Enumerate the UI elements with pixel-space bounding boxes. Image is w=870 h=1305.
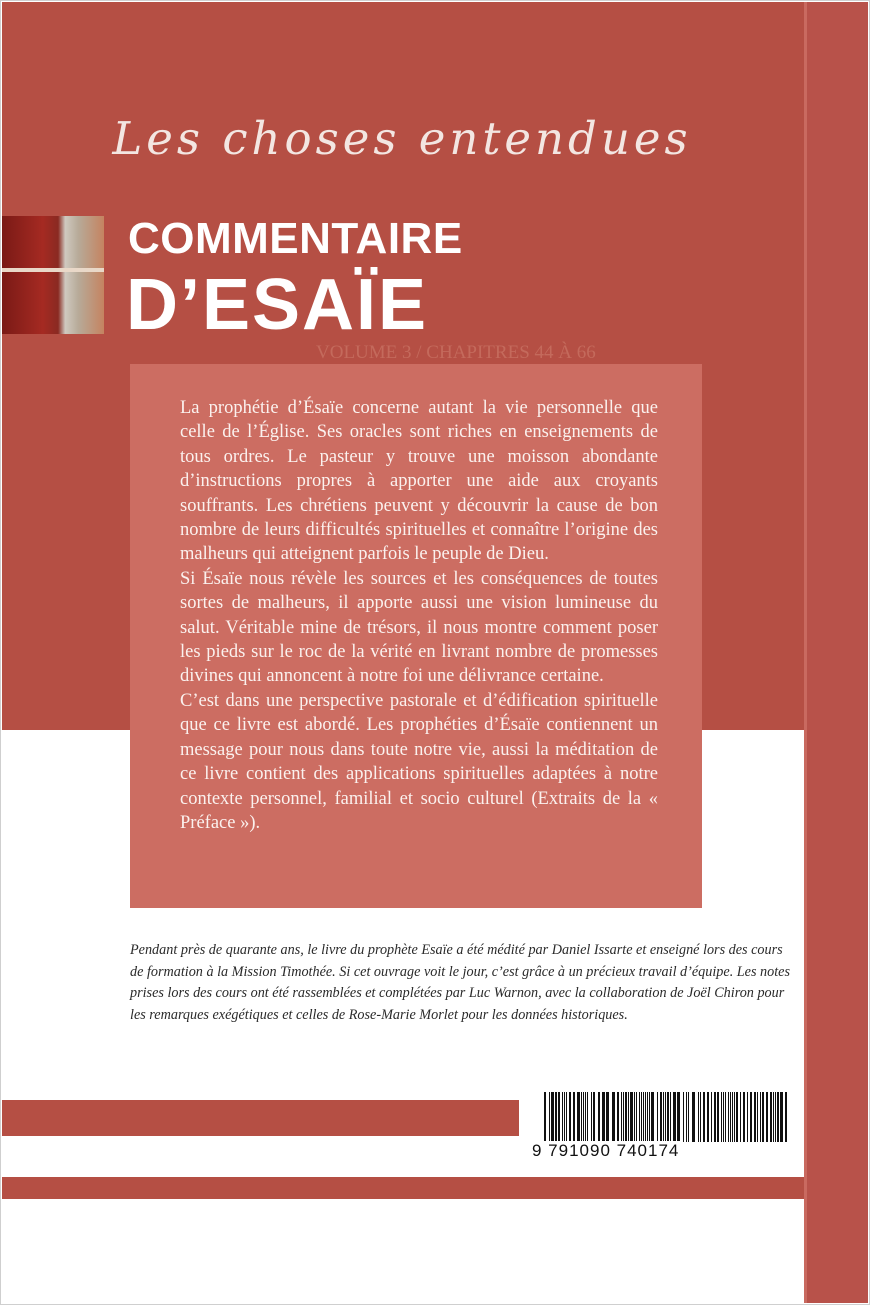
- barcode-bar: [585, 1092, 586, 1142]
- barcode-bar: [698, 1092, 699, 1142]
- barcode-bar: [628, 1092, 629, 1142]
- barcode-bar: [773, 1092, 774, 1142]
- barcode-bar: [688, 1092, 689, 1142]
- barcode-bar: [649, 1092, 650, 1142]
- blurb-paragraph: C’est dans une perspective pastorale et d’édification spirituelle que ce livre est abordé. Les prophéties d’Ésaïe contiennent un message pour nous dans toute notre vie, aussi la méditation de ce livre contient des applications spirituelles adaptées à notre contexte personnel, familial et socio culturel (Extraits de la « Préface »).: [180, 690, 658, 833]
- barcode-bar: [623, 1092, 624, 1142]
- barcode-bar: [740, 1092, 741, 1142]
- blurb-paragraph: Si Ésaïe nous révèle les sources et les conséquences de toutes sortes de malheurs, il apporte aussi une vision lumineuse du salut. Véritable mine de trésors, il nous montre comment poser les pieds sur le roc de la vérité en livrant nombre de promesses divines qui annoncent à notre foi une délivrance certaine.: [180, 568, 658, 687]
- barcode-bar: [747, 1092, 748, 1142]
- barcode-bar: [612, 1092, 615, 1142]
- barcode-bars: [530, 1092, 796, 1142]
- barcode-bar: [587, 1092, 588, 1142]
- barcode-bar: [728, 1092, 729, 1142]
- barcode-bar: [566, 1092, 567, 1142]
- barcode-bar: [711, 1092, 712, 1142]
- book-title-line-1: COMMENTAIRE: [128, 214, 463, 263]
- barcode-bar: [732, 1092, 733, 1142]
- barcode-bar: [581, 1092, 582, 1142]
- barcode-bar: [593, 1092, 595, 1142]
- barcode-bar: [723, 1092, 724, 1142]
- barcode-bar: [707, 1092, 709, 1142]
- barcode-bar: [549, 1092, 550, 1142]
- volume-subtitle: VOLUME 3 / CHAPITRES 44 À 66: [316, 342, 596, 363]
- barcode-bar: [700, 1092, 701, 1142]
- barcode-bar: [544, 1092, 546, 1142]
- barcode-bar: [630, 1092, 633, 1142]
- barcode-bar: [639, 1092, 640, 1142]
- barcode-bar: [775, 1092, 776, 1142]
- barcode-bar: [780, 1092, 783, 1142]
- barcode-bar: [760, 1092, 761, 1142]
- decorative-bar: [2, 1100, 519, 1136]
- barcode-bar: [777, 1092, 779, 1142]
- barcode-bar: [647, 1092, 648, 1142]
- barcode-bar: [583, 1092, 584, 1142]
- barcode-bar: [730, 1092, 731, 1142]
- barcode-bar: [743, 1092, 745, 1142]
- barcode-bar: [721, 1092, 722, 1142]
- barcode-bar: [683, 1092, 684, 1142]
- barcode-bar: [692, 1092, 695, 1142]
- barcode-bar: [660, 1092, 662, 1142]
- barcode-bar: [591, 1092, 592, 1142]
- barcode-bar: [645, 1092, 646, 1142]
- series-title: Les choses entendues: [112, 112, 692, 165]
- barcode-bar: [602, 1092, 605, 1142]
- cover-artwork-thumbnail: [2, 216, 104, 334]
- barcode-bar: [577, 1092, 580, 1142]
- barcode-bar: [714, 1092, 716, 1142]
- isbn-digits: 9 791090 740174: [532, 1141, 680, 1160]
- barcode-bar: [636, 1092, 637, 1142]
- barcode-bar: [562, 1092, 563, 1142]
- barcode-bar: [643, 1092, 644, 1142]
- barcode-bar: [651, 1092, 654, 1142]
- barcode-bar: [750, 1092, 752, 1142]
- barcode-bar: [785, 1092, 787, 1142]
- barcode-bar: [551, 1092, 554, 1142]
- spine-edge: [804, 2, 807, 1303]
- blurb-text: [180, 396, 658, 835]
- barcode-bar: [665, 1092, 666, 1142]
- barcode-bar: [641, 1092, 642, 1142]
- barcode-bar: [673, 1092, 676, 1142]
- barcode-bar: [606, 1092, 609, 1142]
- barcode-bar: [625, 1092, 627, 1142]
- barcode-bar: [667, 1092, 669, 1142]
- barcode-bar: [573, 1092, 575, 1142]
- barcode-bar: [757, 1092, 758, 1142]
- barcode-bar: [766, 1092, 768, 1142]
- barcode-bar: [598, 1092, 600, 1142]
- barcode-bar: [770, 1092, 772, 1142]
- barcode-bar: [657, 1092, 658, 1142]
- barcode-bar: [677, 1092, 680, 1142]
- barcode-bar: [558, 1092, 560, 1142]
- barcode-bar: [564, 1092, 565, 1142]
- blurb-paragraph: La prophétie d’Ésaïe concerne autant la vie personnelle que celle de l’Église. Ses oracles sont riches en enseignements de tous ordres. Le pasteur y trouve une moisson abondante d’instructions propres à apporter une aide aux croyants souffrants. Les chrétiens peuvent y découvrir la cause de bon nombre de leurs difficultés spirituelles et connaître l’origine des malheurs qui atteignent parfois le peuple de Dieu.: [180, 398, 658, 565]
- barcode-bar: [617, 1092, 619, 1142]
- isbn-number: [530, 1141, 796, 1161]
- author-note-text: Pendant près de quarante ans, le livre du prophète Esaïe a été médité par Daniel Issarte et enseigné lors des cours de formation à la Mission Timothée. Si cet ouvrage voit le jour, c’est grâce à un précieux travail d’équipe. Les notes prises lors des cours ont été rassemblées et complétées par Luc Warnon, avec la collaboration de Joël Chiron pour les remarques exégétiques et celles de Rose-Marie Morlet pour les données historiques.: [130, 942, 790, 1024]
- barcode-bar: [754, 1092, 756, 1142]
- barcode-bar: [736, 1092, 738, 1142]
- barcode-bar: [686, 1092, 687, 1142]
- book-spine: [804, 2, 868, 1303]
- barcode-bar: [725, 1092, 726, 1142]
- author-note: [130, 940, 790, 1027]
- barcode-bar: [634, 1092, 635, 1142]
- barcode-bar: [734, 1092, 735, 1142]
- barcode-bar: [717, 1092, 719, 1142]
- barcode-bar: [762, 1092, 764, 1142]
- barcode-bar: [555, 1092, 557, 1142]
- barcode-bar: [569, 1092, 571, 1142]
- barcode-bar: [663, 1092, 664, 1142]
- artwork-streak: [2, 268, 104, 272]
- decorative-bottom-bar: [2, 1177, 804, 1199]
- barcode-bar: [703, 1092, 705, 1142]
- barcode-bar: [670, 1092, 671, 1142]
- book-title-line-2: D’ESAÏE: [126, 265, 429, 345]
- barcode-bar: [621, 1092, 622, 1142]
